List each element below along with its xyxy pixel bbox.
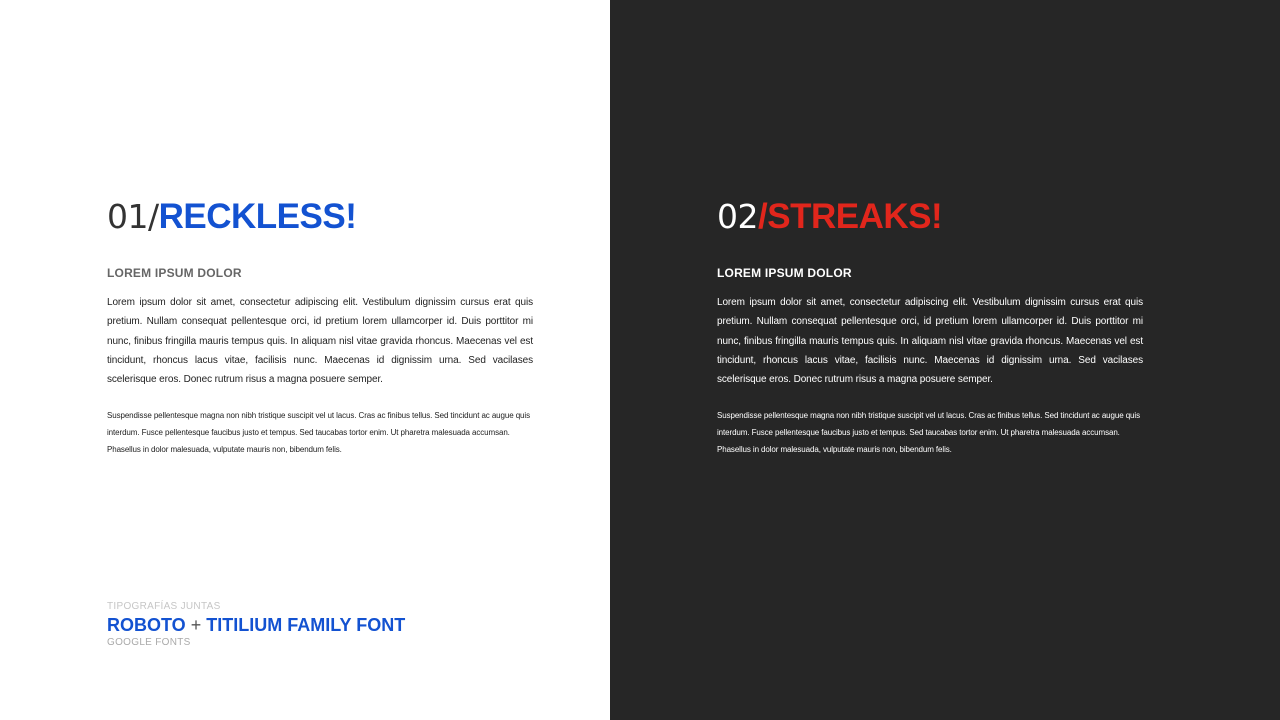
left-body-text: Lorem ipsum dolor sit amet, consectetur adipiscing elit. Vestibulum dignissim cursus erat quis pretium. Nullam consequat pellentesque orci, id pretium lorem ullamcorper id. Duis porttitor mi nunc, finibus fringilla mauris tempus quis. In aliquam nisl vitae gravida rhoncus. Maecenas vel est tincidunt, rhoncus lacus vitae, facilisis nunc. Maecenas id dignissim urna. Sed vacilases scelerisque eros. Donec rutrum risus a magna posuere semper. bbox=[107, 297, 533, 386]
left-column bbox=[107, 196, 533, 458]
font-credits-kicker: TIPOGRAFÍAS JUNTAS bbox=[107, 601, 221, 612]
font-name-titilium: TITILIUM FAMILY FONT bbox=[206, 615, 406, 635]
right-body-text: Lorem ipsum dolor sit amet, consectetur adipiscing elit. Vestibulum dignissim cursus erat quis pretium. Nullam consequat pellentesque orci, id pretium lorem ullamcorper id. Duis porttitor mi nunc, finibus fringilla mauris tempus quis. In aliquam nisl vitae gravida rhoncus. Maecenas vel est tincidunt, rhoncus lacus vitae, facilisis nunc. Maecenas id dignissim urna. Sed vacilases scelerisque eros. Donec rutrum risus a magna posuere semper. bbox=[717, 297, 1143, 386]
left-small-text: Suspendisse pellentesque magna non nibh tristique suscipit vel ut lacus. Cras ac finibus tellus. Sed tincidunt ac augue quis interdum. Fusce pellentesque faucibus justo et tempus. Sed taucabas tortor enim. Ut pharetra malesuada accumsan. Phasellus in dolor malesuada, vulputate mauris non, bibendum felis. bbox=[107, 411, 530, 454]
left-subhead: LOREM IPSUM DOLOR bbox=[107, 266, 242, 280]
font-name-roboto: ROBOTO bbox=[107, 615, 186, 635]
font-credits-title bbox=[107, 614, 405, 636]
right-heading bbox=[717, 196, 1143, 238]
right-subhead: LOREM IPSUM DOLOR bbox=[717, 266, 852, 280]
plus-sign: + bbox=[190, 615, 202, 635]
left-heading bbox=[107, 196, 533, 238]
left-heading-word: RECKLESS! bbox=[158, 197, 357, 236]
right-heading-word: /STREAKS! bbox=[758, 197, 943, 236]
right-column bbox=[717, 196, 1143, 458]
font-credits bbox=[107, 600, 405, 650]
right-heading-number: 02 bbox=[717, 197, 758, 236]
font-credits-source: GOOGLE FONTS bbox=[107, 637, 191, 648]
right-small-text: Suspendisse pellentesque magna non nibh tristique suscipit vel ut lacus. Cras ac finibus tellus. Sed tincidunt ac augue quis interdum. Fusce pellentesque faucibus justo et tempus. Sed taucabas tortor enim. Ut pharetra malesuada accumsan. Phasellus in dolor malesuada, vulputate mauris non, bibendum felis. bbox=[717, 411, 1140, 454]
left-heading-number: 01/ bbox=[107, 197, 159, 236]
